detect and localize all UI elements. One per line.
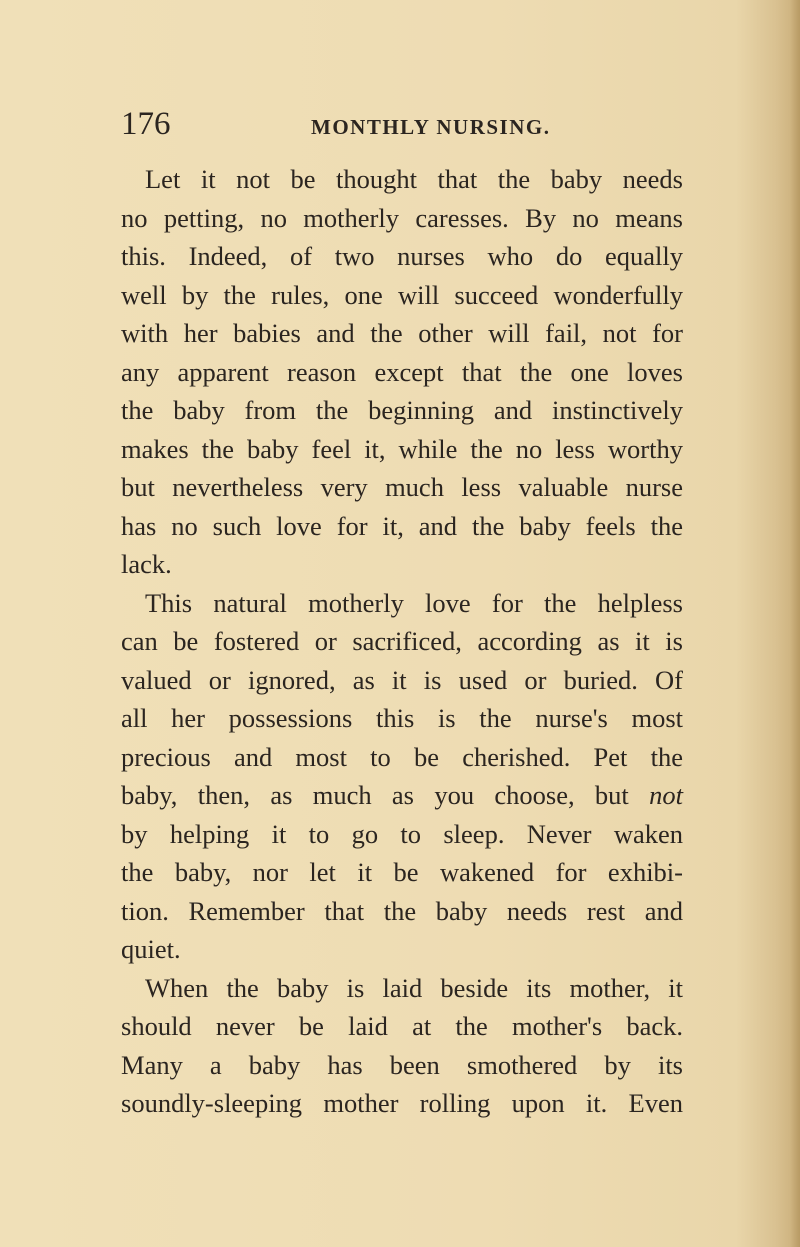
text-line: lack. bbox=[121, 549, 172, 579]
text-line: makes the baby feel it, while the no less worthy bbox=[121, 433, 683, 464]
text-line: can be fostered or sacrificed, according as it is bbox=[121, 626, 683, 656]
text-line: no petting, no motherly caresses. By no means bbox=[121, 202, 683, 233]
text-line: precious and most to be cherished. Pet the bbox=[121, 741, 683, 772]
text-line: tion. Remember that the baby needs rest and bbox=[121, 895, 683, 926]
italic-word: not bbox=[649, 780, 683, 810]
running-head: MONTHLY NURSING. bbox=[311, 115, 551, 139]
text-line: with her babies and the other will fail, not for bbox=[121, 318, 683, 348]
text-line: has no such love for it, and the baby feels the bbox=[121, 510, 683, 541]
page-edge-shadow bbox=[790, 0, 800, 1247]
text-line: by helping it to go to sleep. Never waken bbox=[121, 818, 683, 849]
text-line: but nevertheless very much less valuable nurse bbox=[121, 472, 683, 502]
text-line: all her possessions this is the nurse's most bbox=[121, 703, 683, 733]
text-line bbox=[121, 776, 683, 815]
text-line: Let it not be thought that the baby needs bbox=[145, 164, 683, 194]
text-line: valued or ignored, as it is used or buried. Of bbox=[121, 664, 683, 695]
text-line: Many a baby has been smothered by its bbox=[121, 1049, 683, 1080]
text-line: quiet. bbox=[121, 934, 181, 964]
page-number: 176 bbox=[121, 106, 171, 142]
text-line: soundly-sleeping mother rolling upon it. Even bbox=[121, 1088, 683, 1118]
body-text bbox=[121, 160, 683, 1123]
text-line: well by the rules, one will succeed wonderfully bbox=[121, 279, 683, 310]
text-line: this. Indeed, of two nurses who do equally bbox=[121, 241, 683, 271]
text-line: any apparent reason except that the one loves bbox=[121, 356, 683, 387]
text-line: When the baby is laid beside its mother, it bbox=[145, 972, 683, 1003]
text-line-segment: baby, then, as much as you choose, but bbox=[121, 780, 650, 810]
page-header bbox=[121, 104, 681, 144]
text-line: the baby, nor let it be wakened for exhibi- bbox=[121, 857, 683, 887]
text-line: the baby from the beginning and instinctively bbox=[121, 395, 683, 425]
text-line: This natural motherly love for the helpless bbox=[145, 587, 683, 618]
text-line: should never be laid at the mother's back. bbox=[121, 1011, 683, 1041]
